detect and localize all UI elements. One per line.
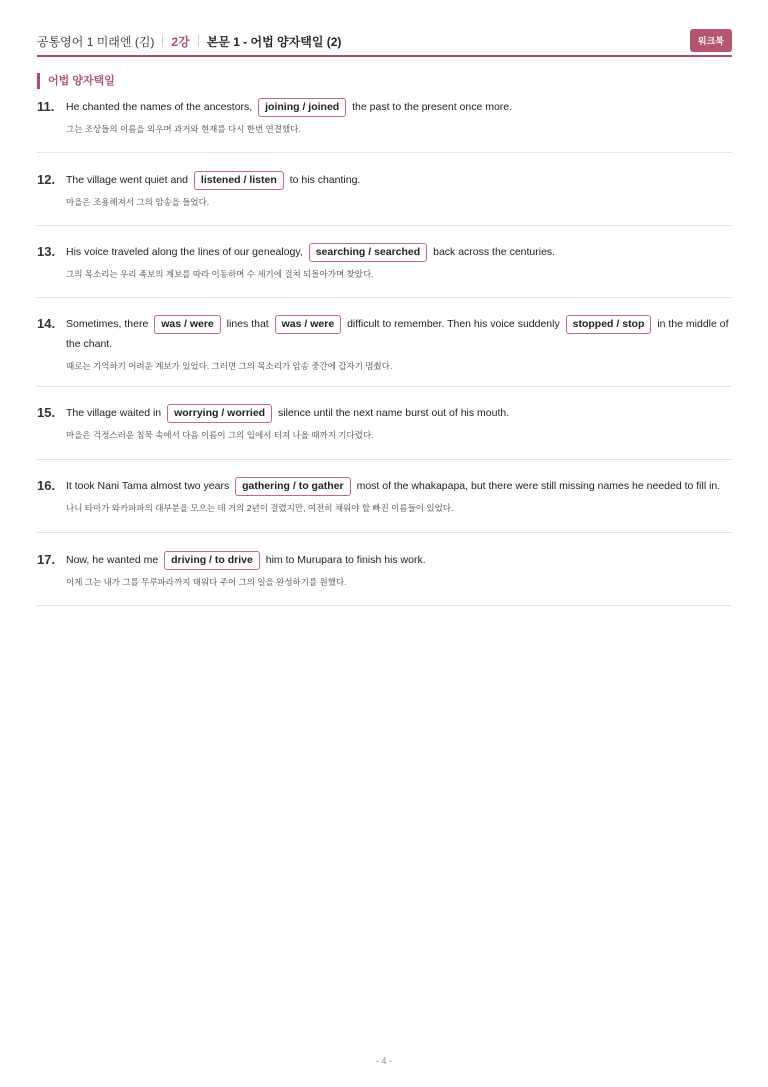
sentence-text: His voice traveled along the lines of our genealogy, <box>66 246 303 258</box>
question-number: 13. <box>37 244 56 259</box>
question-16 <box>37 476 732 514</box>
korean-translation: 이제 그는 내가 그를 무루파라까지 태워다 주어 그의 일을 완성하기를 원했다. <box>66 577 347 587</box>
question-number: 17. <box>37 552 56 567</box>
question-divider <box>37 459 732 460</box>
korean-translation: 마을은 조용해져서 그의 암송을 들었다. <box>66 197 210 207</box>
sentence-text: to his chanting. <box>289 174 361 186</box>
choice-box[interactable]: was / were <box>275 315 342 334</box>
sentence-text: lines that <box>226 318 269 330</box>
choice-box[interactable]: worrying / worried <box>167 404 272 423</box>
korean-translation: 나니 타마가 와카파파의 대부분을 모으는 데 거의 2년이 걸렸지만, 여전히 채워야 할 빠진 이름들이 있었다. <box>66 503 454 513</box>
question-sentence <box>66 403 732 423</box>
question-11 <box>37 97 732 135</box>
header-separator <box>198 35 199 47</box>
sentence-text: It took Nani Tama almost two years <box>66 480 230 492</box>
question-number: 16. <box>37 478 56 493</box>
section-label: 본문 1 - 어법 양자택일 (2) <box>206 34 342 49</box>
question-divider <box>37 225 732 226</box>
header-rule <box>37 55 732 57</box>
question-14 <box>37 314 732 372</box>
question-sentence <box>66 314 732 354</box>
question-number: 11. <box>37 99 55 114</box>
korean-translation: 마을은 걱정스러운 침묵 속에서 다음 이름이 그의 입에서 터져 나올 때까지 기다렸다. <box>66 430 374 440</box>
korean-translation: 때로는 기억하기 어려운 계보가 있었다. 그러면 그의 목소리가 암송 중간에 갑자기 멈췄다. <box>66 361 393 371</box>
choice-box[interactable]: listened / listen <box>194 171 284 190</box>
korean-translation: 그는 조상들의 이름을 외우며 과거와 현재를 다시 한번 연결했다. <box>66 124 301 134</box>
lesson-label: 2강 <box>171 34 190 49</box>
question-divider <box>37 605 732 606</box>
question-12 <box>37 170 732 208</box>
question-17 <box>37 550 732 588</box>
question-sentence <box>66 476 732 496</box>
workbook-badge: 워크북 <box>690 29 732 52</box>
choice-box[interactable]: joining / joined <box>258 98 346 117</box>
question-sentence <box>66 170 732 190</box>
question-sentence <box>66 550 732 570</box>
sentence-text: difficult to remember. Then his voice suddenly <box>347 318 560 330</box>
question-number: 15. <box>37 405 56 420</box>
sentence-text: The village waited in <box>66 407 162 419</box>
question-divider <box>37 386 732 387</box>
question-sentence <box>66 97 732 117</box>
question-number: 12. <box>37 172 56 187</box>
question-13 <box>37 242 732 280</box>
sentence-text: in the middle of the chant. <box>66 318 729 350</box>
korean-translation: 그의 목소리는 우리 족보의 계보를 따라 이동하며 수 세기에 걸쳐 되돌아가며 찾았다. <box>66 269 374 279</box>
question-divider <box>37 152 732 153</box>
sentence-text: the past to the present once more. <box>352 101 513 113</box>
sentence-text: Now, he wanted me <box>66 554 159 566</box>
sentence-text: silence until the next name burst out of his mouth. <box>278 407 510 419</box>
sentence-text: He chanted the names of the ancestors, <box>66 101 253 113</box>
choice-box[interactable]: searching / searched <box>309 243 427 262</box>
sentence-text: him to Murupara to finish his work. <box>265 554 426 566</box>
question-number: 14. <box>37 316 56 331</box>
choice-box[interactable]: was / were <box>154 315 221 334</box>
section-title: 어법 양자택일 <box>37 73 115 89</box>
choice-box[interactable]: driving / to drive <box>164 551 260 570</box>
question-divider <box>37 297 732 298</box>
sentence-text: most of the whakapapa, but there were still missing names he needed to fill in. <box>356 480 721 492</box>
sentence-text: Sometimes, there <box>66 318 149 330</box>
question-sentence <box>66 242 732 262</box>
page-header <box>37 28 732 54</box>
question-divider <box>37 532 732 533</box>
sentence-text: back across the centuries. <box>433 246 556 258</box>
choice-box[interactable]: gathering / to gather <box>235 477 351 496</box>
header-separator <box>162 35 163 47</box>
question-15 <box>37 403 732 441</box>
choice-box[interactable]: stopped / stop <box>566 315 652 334</box>
course-title: 공통영어 1 미래엔 (김) <box>37 34 155 49</box>
sentence-text: The village went quiet and <box>66 174 188 186</box>
page-number: - 4 - <box>375 1056 392 1066</box>
